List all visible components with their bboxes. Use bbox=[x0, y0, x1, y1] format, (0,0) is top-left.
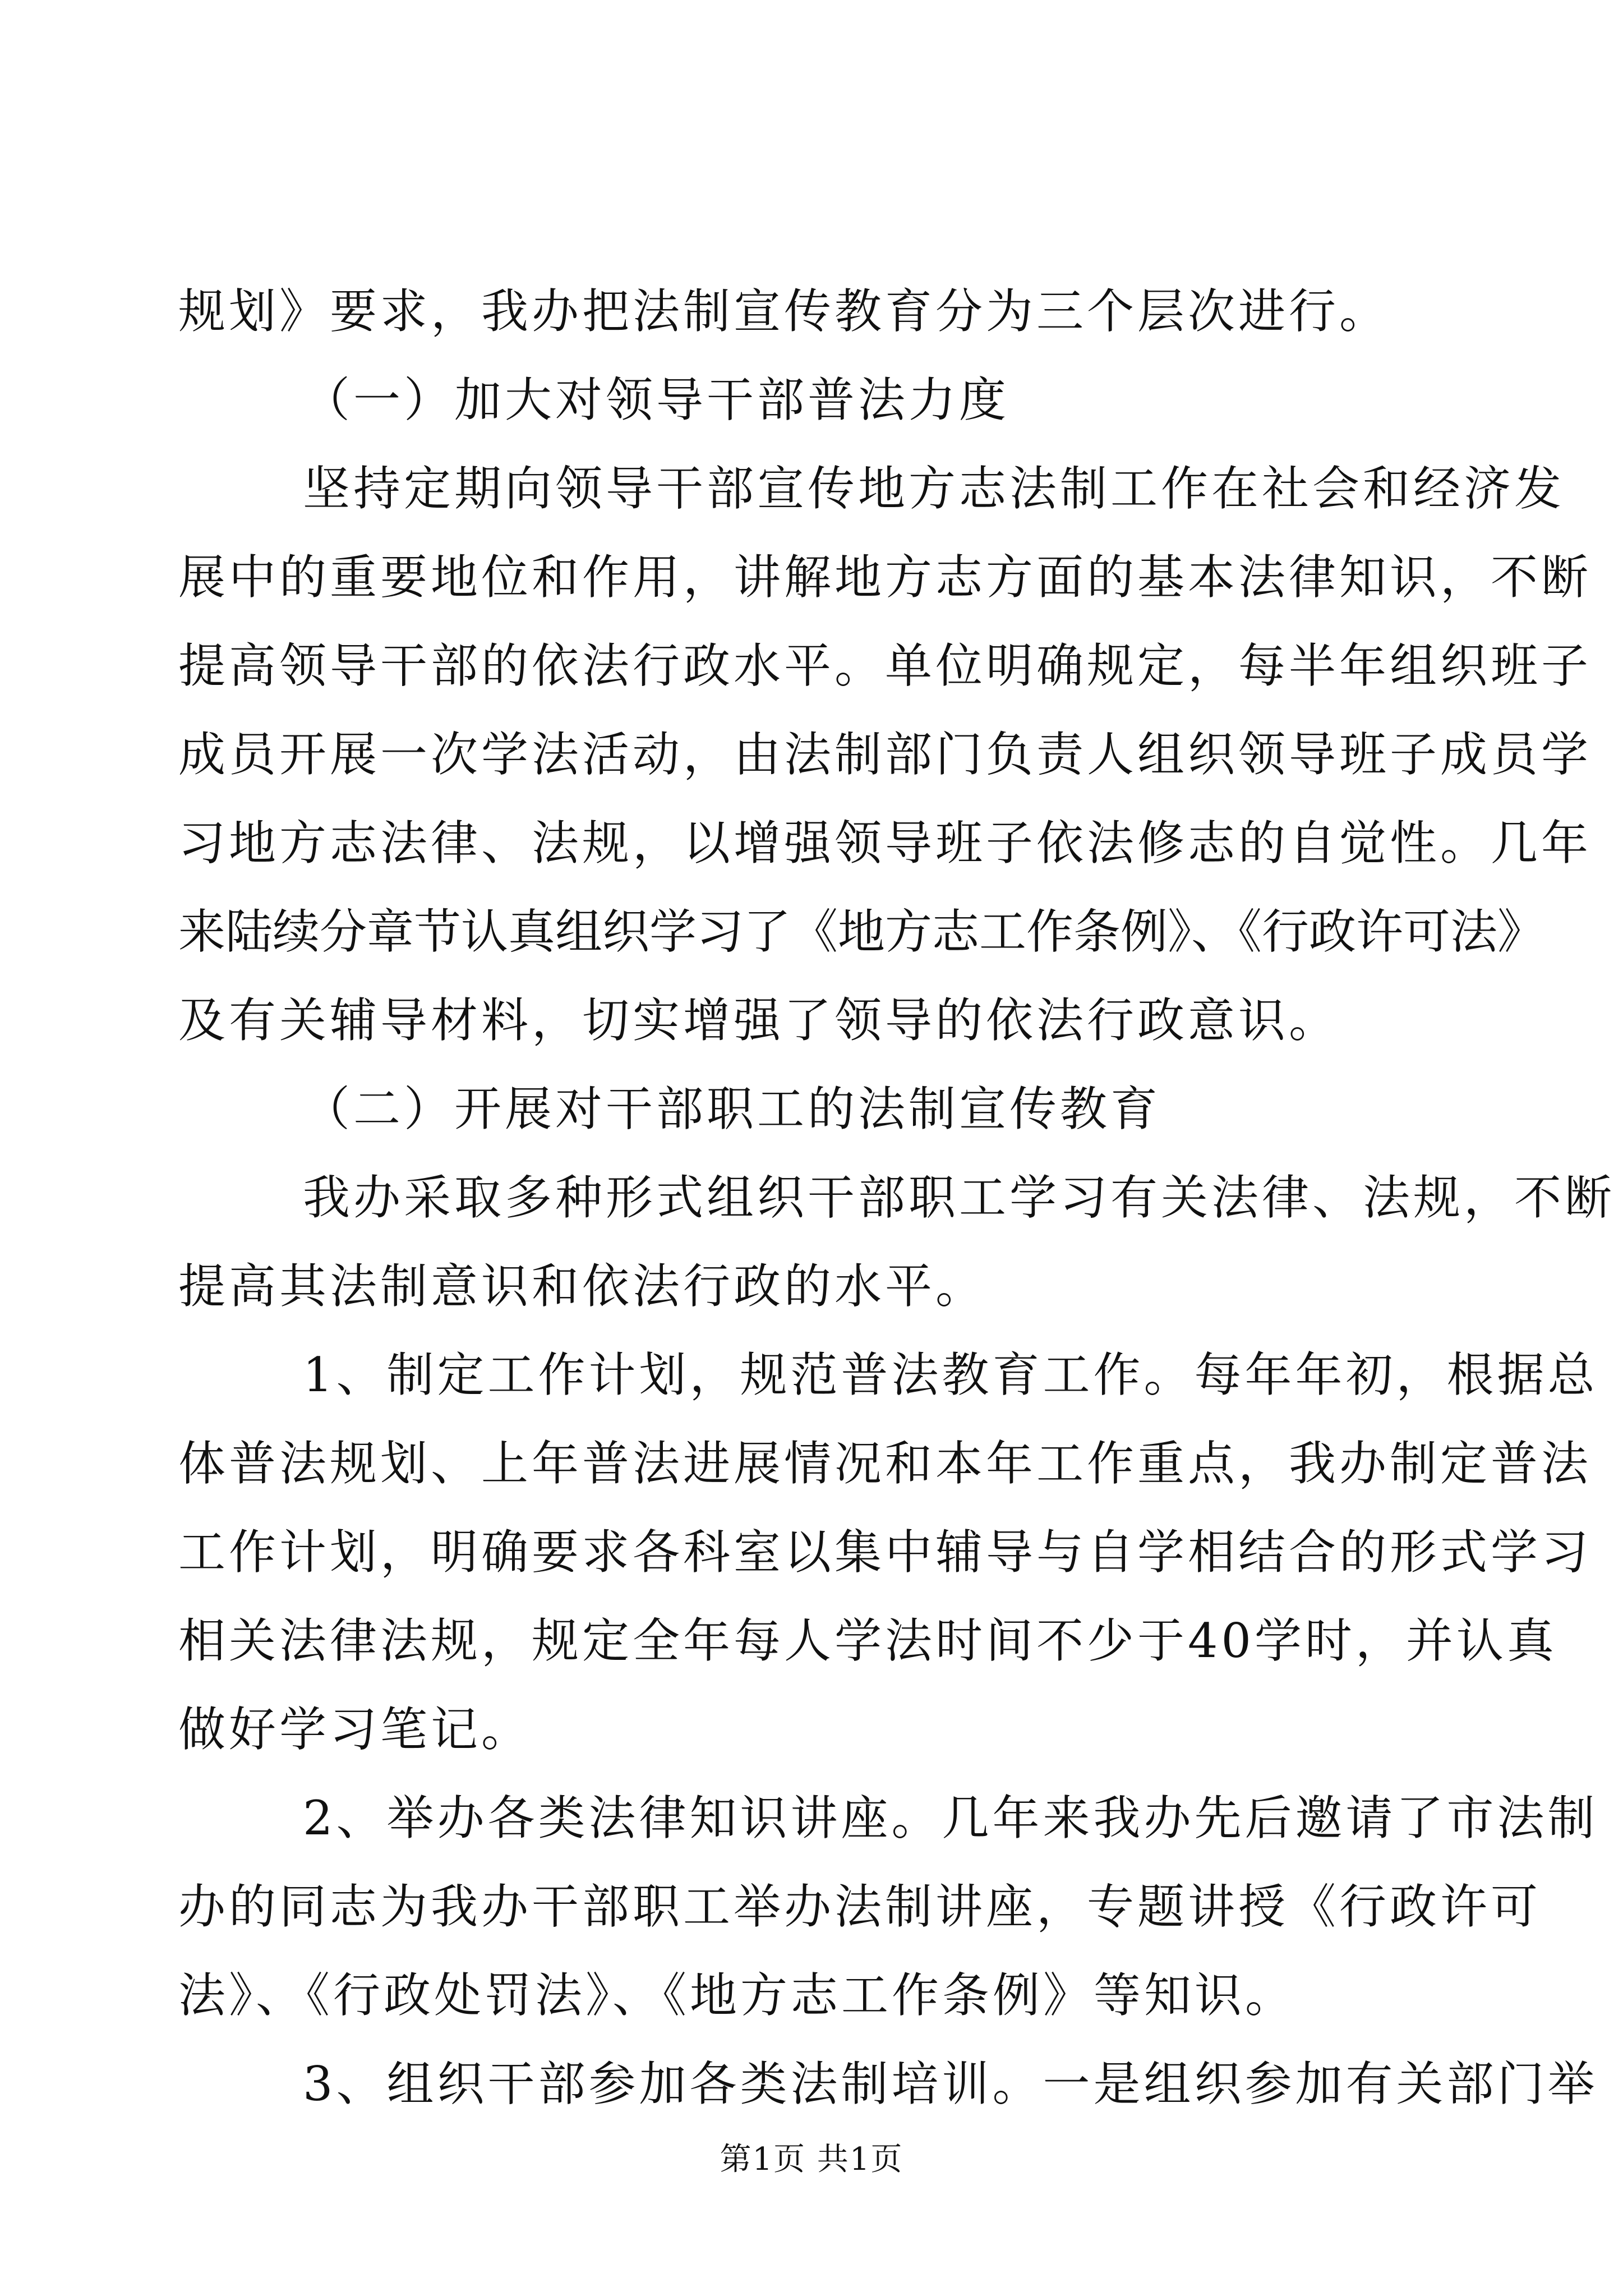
text-line: 及有关辅导材料，切实增强了领导的依法行政意识。 bbox=[178, 993, 1340, 1048]
section-heading: （一）加大对领导干部普法力度 bbox=[303, 372, 1010, 427]
text-line: 提高领导干部的依法行政水平。单位明确规定，每半年组织班子 bbox=[178, 638, 1592, 693]
text-line: 规划》要求，我办把法制宣传教育分为三个层次进行。 bbox=[178, 284, 1390, 339]
text-line: 展中的重要地位和作用，讲解地方志方面的基本法律知识，不断 bbox=[178, 550, 1592, 605]
text-line: 法》、《行政处罚法》、《地方志工作条例》等知识。 bbox=[178, 1968, 1296, 2023]
page-footer: 第1页 共1页 bbox=[720, 2141, 903, 2178]
text-line: 来陆续分章节认真组织学习了《地方志工作条例》、《行政许可法》 bbox=[178, 904, 1545, 959]
paragraph-first-line: 坚持定期向领导干部宣传地方志法制工作在社会和经济发 bbox=[303, 461, 1565, 516]
paragraph-first-line: 2、举办各类法律知识讲座。几年来我办先后邀请了市法制 bbox=[303, 1791, 1598, 1846]
paragraph-first-line: 3、组织干部参加各类法制培训。一是组织参加有关部门举 bbox=[303, 2056, 1598, 2111]
text-line: 相关法律法规，规定全年每人学法时间不少于40学时，并认真 bbox=[178, 1613, 1557, 1668]
text-line: 习地方志法律、法规，以增强领导班子依法修志的自觉性。几年 bbox=[178, 816, 1592, 871]
text-line: 体普法规划、上年普法进展情况和本年工作重点，我办制定普法 bbox=[178, 1436, 1592, 1491]
paragraph-first-line: 我办采取多种形式组织干部职工学习有关法律、法规，不断 bbox=[303, 1170, 1616, 1225]
section-heading: （二）开展对干部职工的法制宣传教育 bbox=[303, 1082, 1161, 1137]
text-line: 办的同志为我办干部职工举办法制讲座，专题讲授《行政许可 bbox=[178, 1879, 1542, 1934]
text-line: 成员开展一次学法活动，由法制部门负责人组织领导班子成员学 bbox=[178, 727, 1592, 782]
text-line: 提高其法制意识和依法行政的水平。 bbox=[178, 1259, 986, 1314]
text-line: 做好学习笔记。 bbox=[178, 1702, 532, 1757]
text-line: 工作计划，明确要求各科室以集中辅导与自学相结合的形式学习 bbox=[178, 1525, 1592, 1580]
paragraph-first-line: 1、制定工作计划，规范普法教育工作。每年年初，根据总 bbox=[303, 1347, 1598, 1402]
